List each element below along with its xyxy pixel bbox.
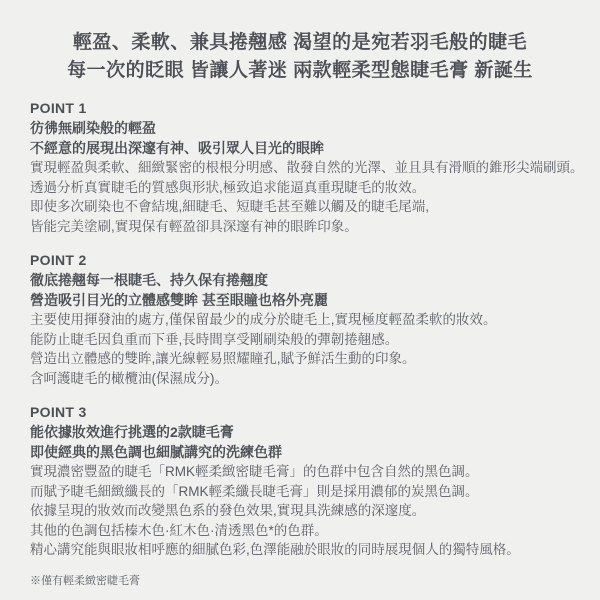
point-2-body-line: 含呵護睫毛的橄欖油(保濕成分)。 — [30, 370, 228, 386]
point-3-section — [30, 402, 590, 560]
headline-line-1: 輕盈、柔軟、兼具捲翹感 渴望的是宛若羽毛般的睫毛 — [72, 32, 528, 53]
point-1-body-line: 透過分析真實睫毛的質感與形狀,極致追求能逼真重現睫毛的妝效。 — [30, 179, 426, 195]
point-1-heading-2: 不經意的展現出深邃有神、吸引眾人目光的眼眸 — [30, 140, 324, 156]
headline-line-2: 每一次的眨眼 皆讓人著迷 兩款輕柔型態睫毛膏 新誕生 — [67, 60, 533, 81]
point-1-section — [30, 98, 590, 236]
point-1-heading-1: 彷彿無刷染般的輕盈 — [30, 120, 156, 136]
point-1-label: POINT 1 — [30, 100, 87, 116]
point-3-heading-1: 能依據妝效進行挑選的2款睫毛膏 — [30, 424, 234, 440]
point-2-heading-2: 營造吸引目光的立體感雙眸 甚至眼瞳也格外亮麗 — [30, 292, 328, 308]
point-1-body-line: 實現輕盈與柔軟、細緻緊密的根根分明感、散發自然的光澤、並且具有滑順的錐形尖端刷頭。 — [30, 160, 584, 175]
point-3-body-line: 依據呈現的妝效而改變黑色系的發色效果,實現具洗練感的深邃度。 — [30, 503, 426, 518]
point-1-body-line: 皆能完美塗刷,實現保有輕盈卻具深邃有神的眼眸印象。 — [30, 218, 358, 234]
point-3-body-line: 其他的色調包括榛木色·紅木色·清透黑色*的色群。 — [30, 522, 328, 538]
point-2-heading-1: 徹底捲翹每一根睫毛、持久保有捲翹度 — [30, 272, 268, 288]
point-3-body-line: 精心講究能與眼妝相呼應的細膩色彩,色澤能融於眼妝的同時展現個人的獨特風格。 — [30, 542, 520, 557]
point-2-section — [30, 250, 590, 388]
page-header — [0, 0, 600, 85]
point-2-body-line: 主要使用揮發油的處方,僅保留最少的成分於睫毛上,實現極度輕盈柔軟的妝效。 — [30, 312, 497, 327]
point-2-body-line: 能防止睫毛因負重而下垂,長時間享受剛刷染般的彈韌捲翹感。 — [30, 331, 399, 347]
point-3-body-line: 而賦予睫毛細緻纖長的「RMK輕柔纖長睫毛膏」則是採用濃郁的炭黑色調。 — [30, 483, 479, 499]
points-content — [0, 85, 600, 560]
point-3-label: POINT 3 — [30, 404, 87, 420]
point-2-body-line: 營造出立體感的雙眸,讓光線輕易照耀瞳孔,賦予鮮活生動的印象。 — [30, 351, 416, 366]
point-1-body-line: 即使多次刷染也不會結塊,細睫毛、短睫毛甚至難以觸及的睫毛尾端, — [30, 199, 430, 214]
point-3-heading-2: 即使經典的黑色調也細膩講究的洗練色群 — [30, 444, 282, 460]
point-3-body-line: 實現濃密豐盈的睫毛「RMK輕柔緻密睫毛膏」的色群中包含自然的黑色調。 — [30, 464, 479, 479]
point-2-label: POINT 2 — [30, 252, 87, 268]
footnote: ※僅有輕柔緻密睫毛膏 — [30, 574, 140, 587]
